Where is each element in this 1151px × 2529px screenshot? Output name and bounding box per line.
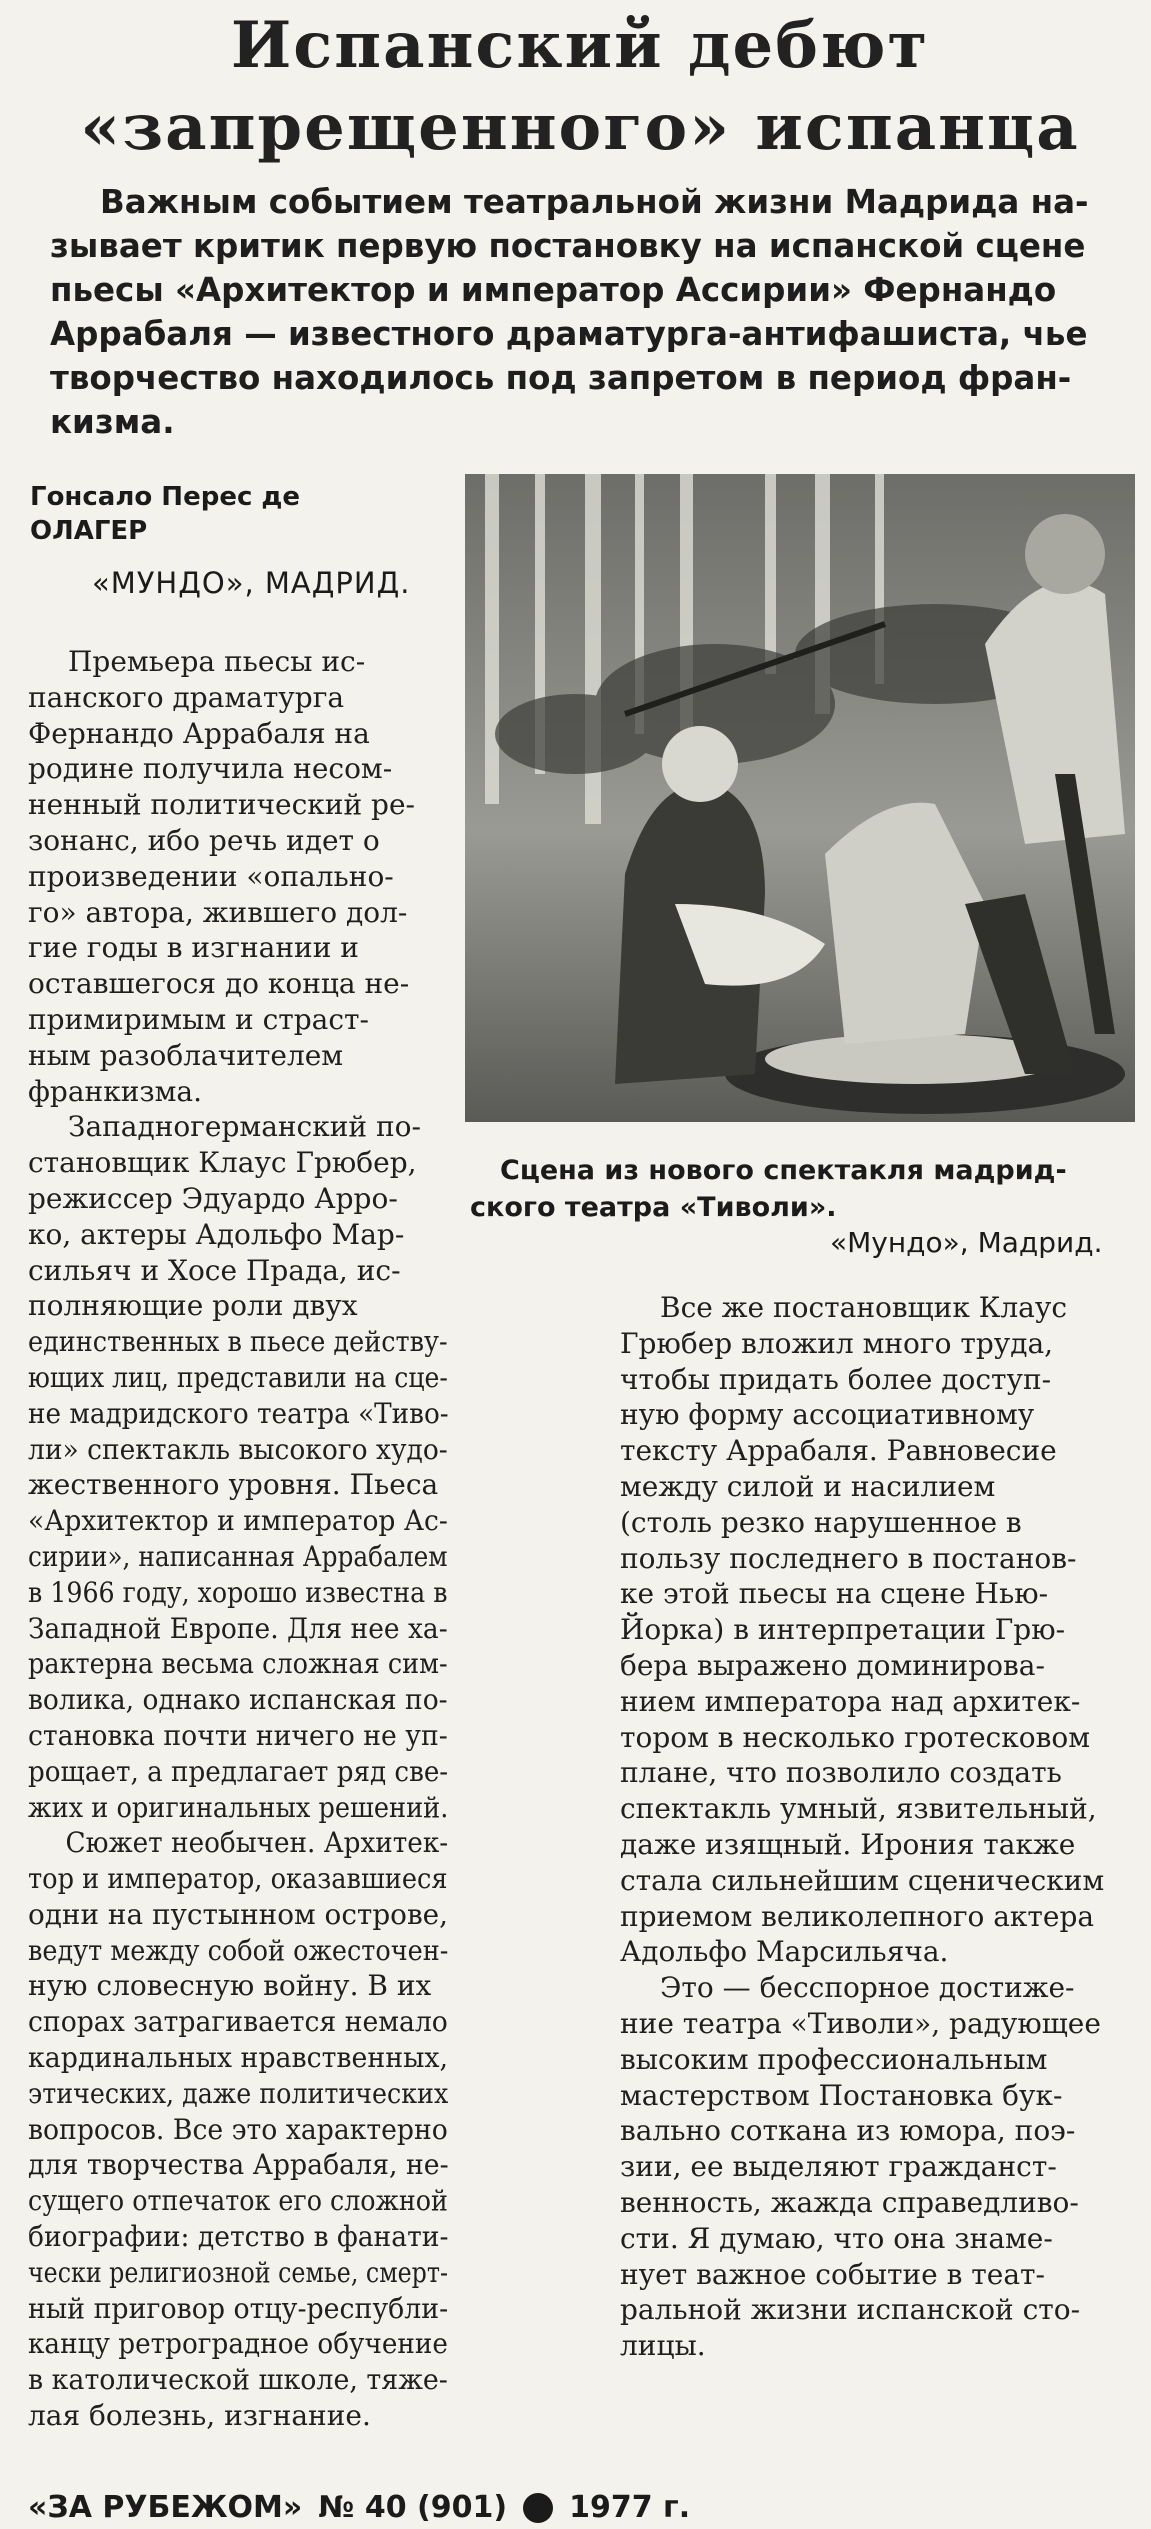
body-text-line: панского драматурга (28, 680, 345, 714)
body-text-line: чтобы придать более доступ- (620, 1362, 1052, 1396)
body-text-line: венность, жажда справедливо- (620, 2185, 1079, 2219)
body-text-line: произведении «опально- (28, 859, 394, 893)
source-dateline: «МУНДО», МАДРИД. (92, 566, 411, 600)
body-text-line: Грюбер вложил много труда, (620, 1326, 1054, 1360)
body-text-line: ние театра «Тиволи», радующее (620, 2006, 1101, 2040)
body-text-line: ведут между собой ожесточен- (28, 1933, 449, 1967)
body-text-line: жественного уровня. Пьеса (28, 1468, 439, 1502)
body-text-line: единственных в пьесе действу- (28, 1325, 448, 1359)
body-text-line: вально соткана из юмора, поэ- (620, 2114, 1076, 2148)
body-text-line: рактерна весьма сложная сим- (28, 1647, 448, 1681)
body-text-line: ненный политический ре- (28, 788, 415, 822)
body-text-line: го» автора, жившего дол- (28, 895, 408, 929)
body-text-line: Фернандо Аррабаля на (28, 716, 370, 750)
body-text-line: вопросов. Все это характерно (28, 2112, 448, 2146)
body-text-line: канцу ретроградное обучение (28, 2327, 448, 2361)
lead-text-line: Важным событием театральной жизни Мадрида на- (100, 183, 1089, 221)
body-text-line: не мадридского театра «Тиво- (28, 1396, 449, 1430)
body-text-line: чески религиозной семье, смерт- (28, 2255, 449, 2289)
body-text-line: ную словесную войну. В их (28, 1969, 432, 2003)
body-text-line: даже изящный. Ирония также (620, 1827, 1076, 1861)
body-text-line: Сюжет необычен. Архитек- (65, 1826, 449, 1860)
lead-text-line: зывает критик первую постановку на испанской сцене (50, 227, 1086, 265)
body-text-line: (столь резко нарушенное в (620, 1505, 1022, 1539)
body-text-line: становка почти ничего не уп- (28, 1718, 448, 1752)
body-text-line: Все же постановщик Клаус (660, 1291, 1068, 1324)
body-text-line: тор и император, оказавшиеся (28, 1862, 448, 1896)
photo-credit: «Мундо», Мадрид. (830, 1226, 1103, 1259)
bullet-dot-icon (523, 2493, 553, 2523)
body-text-line: сущего отпечаток его сложной (28, 2184, 448, 2218)
body-text-line: франкизма. (28, 1074, 203, 1108)
body-text-line: ный приговор отцу-республи- (28, 2291, 449, 2325)
body-text-line: приемом великолепного актера (620, 1899, 1095, 1933)
body-text-line: между силой и насилием (620, 1469, 996, 1503)
body-text-line: этических, даже политических (28, 2076, 449, 2110)
body-text-line: жих и оригинальных решений. (28, 1790, 449, 1824)
body-text-line: становщик Клаус Грюбер, (28, 1146, 417, 1180)
body-text-line: бера выражено доминирова- (620, 1648, 1045, 1682)
publication-year: 1977 г. (569, 2490, 691, 2525)
body-text-line: Западной Европе. Для нее ха- (28, 1611, 448, 1645)
body-text-line: нием императора над архитек- (620, 1684, 1081, 1718)
body-text-line: в 1966 году, хорошо известна в (28, 1575, 448, 1609)
lead-paragraph (50, 180, 1130, 444)
lead-text-line: Аррабаля — известного драматурга-антифашиста, чье (50, 315, 1088, 353)
publication-footer (28, 2490, 690, 2525)
photo-caption (470, 1152, 1135, 1226)
body-text-line: тором в несколько гротесковом (620, 1720, 1090, 1754)
body-text-line: для творчества Аррабаля, не- (28, 2148, 449, 2182)
lead-text-line: пьесы «Архитектор и император Ассирии» Фернандо (50, 271, 1057, 309)
body-text-line: кардинальных нравственных, (28, 2041, 449, 2075)
body-text-line: нует важное событие в теат- (620, 2257, 1045, 2291)
body-text-line: спектакль умный, язвительный, (620, 1792, 1097, 1826)
lead-text-line: творчество находилось под запретом в период фран- (50, 359, 1072, 397)
body-text-line: тексту Аррабаля. Равновесие (620, 1434, 1057, 1468)
issue-number: № 40 (901) (318, 2490, 508, 2525)
body-text-line: гие годы в изгнании и (28, 931, 359, 965)
body-text-line: лая болезнь, изгнание. (28, 2399, 371, 2433)
body-text-line: родине получила несом- (28, 752, 393, 786)
body-text-line: Премьера пьесы ис- (68, 645, 366, 678)
body-text-line: «Архитектор и император Ас- (28, 1504, 448, 1538)
author-byline (30, 480, 300, 548)
publication-name: «ЗА РУБЕЖОМ» (28, 2490, 303, 2525)
body-text-line: сти. Я думаю, что она знаме- (620, 2221, 1053, 2255)
author-name-line-1: Гонсало Перес де (30, 482, 301, 512)
article-body-left-column (28, 644, 448, 2434)
body-text-line: лицы. (620, 2329, 706, 2363)
body-text-line: Это — бесспорное достиже- (660, 1971, 1075, 2005)
body-text-line: Адольфо Марсильяча. (620, 1935, 949, 1969)
body-text-line: в католической школе, тяже- (28, 2363, 448, 2397)
body-text-line: ко, актеры Адольфо Мар- (28, 1217, 405, 1251)
body-text-line: биографии: детство в фанати- (28, 2220, 449, 2254)
body-text-line: спорах затрагивается немало (28, 2005, 448, 2039)
body-text-line: ке этой пьесы на сцене Нью- (620, 1577, 1049, 1611)
body-text-line: сирии», написанная Аррабалем (28, 1539, 448, 1573)
author-name-line-2: ОЛАГЕР (30, 516, 148, 546)
headline-line-2: «запрещенного» испанца (80, 90, 1080, 165)
body-text-line: Йорка) в интерпретации Грю- (620, 1613, 1066, 1647)
body-text-line: одни на пустынном острове, (28, 1897, 448, 1931)
theatre-scene-photo (465, 474, 1135, 1122)
article-body-right-column (620, 1290, 1135, 2364)
body-text-line: волика, однако испанская по- (28, 1683, 448, 1717)
headline-line-1: Испанский дебют (230, 8, 930, 83)
body-text-line: мастерством Постановка бук- (620, 2078, 1063, 2112)
body-text-line: полняющие роли двух (28, 1289, 358, 1323)
body-text-line: примиримым и страст- (28, 1002, 370, 1036)
lead-text-line: кизма. (50, 403, 175, 441)
body-text-line: режиссер Эдуардо Арро- (28, 1181, 398, 1215)
body-text-line: оставшегося до конца не- (28, 967, 410, 1001)
body-text-line: ную форму ассоциативному (620, 1398, 1035, 1432)
photo-illustration (465, 474, 1135, 1122)
body-text-line: сильяч и Хосе Прада, ис- (28, 1253, 401, 1287)
body-text-line: плане, что позволило создать (620, 1756, 1062, 1790)
caption-text-line: Сцена из нового спектакля мадрид- (500, 1155, 1067, 1186)
caption-text-line: ского театра «Тиволи». (470, 1192, 837, 1223)
body-text-line: ющих лиц, представили на сце- (28, 1360, 448, 1394)
body-text-line: ли» спектакль высокого худо- (28, 1432, 448, 1466)
body-text-line: стала сильнейшим сценическим (620, 1863, 1105, 1897)
body-text-line: Западногерманский по- (68, 1110, 421, 1144)
body-text-line: пользу последнего в постанов- (620, 1541, 1077, 1575)
body-text-line: ральной жизни испанской сто- (620, 2293, 1081, 2327)
body-text-line: зии, ее выделяют гражданст- (620, 2150, 1057, 2184)
body-text-line: ным разоблачителем (28, 1038, 344, 1072)
body-text-line: высоким профессиональным (620, 2042, 1048, 2076)
body-text-line: рощает, а предлагает ряд све- (28, 1754, 449, 1788)
body-text-line: зонанс, ибо речь идет о (28, 823, 380, 857)
